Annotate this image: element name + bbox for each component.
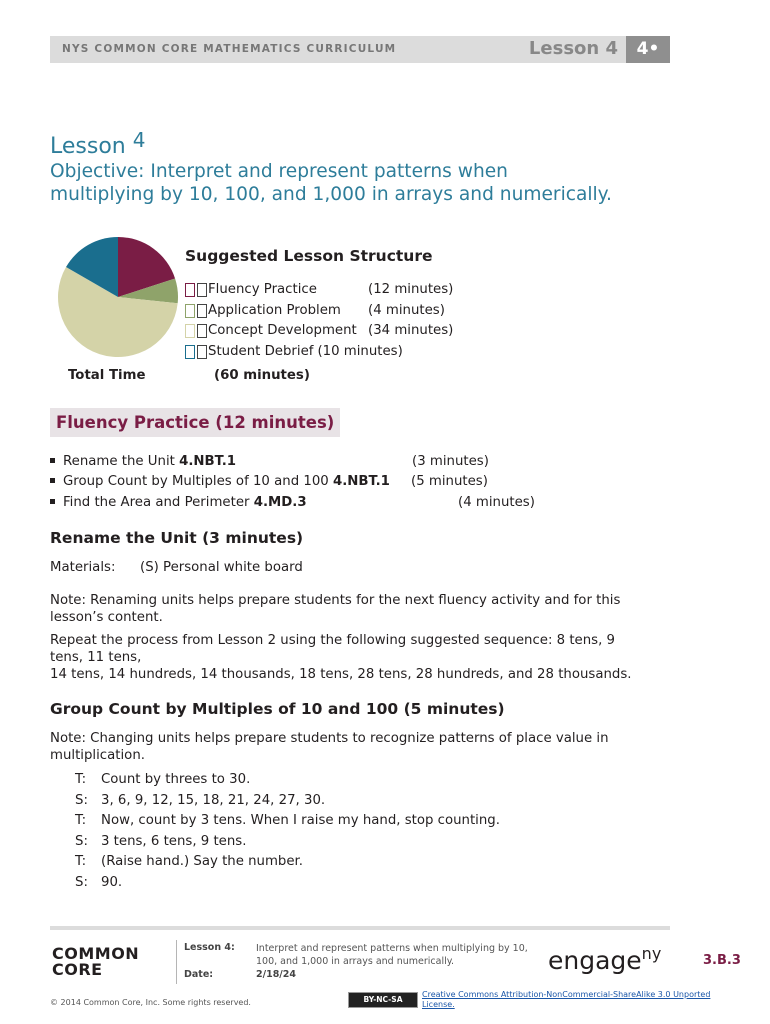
- fluency-bullet: [50, 454, 236, 469]
- structure-item-time: (4 minutes): [368, 303, 445, 318]
- rename-note-line-2: lesson’s content.: [50, 610, 163, 625]
- fluency-bullet: [50, 474, 390, 489]
- rename-note: [50, 592, 670, 626]
- curriculum-title: NYS COMMON CORE MATHEMATICS CURRICULUM: [62, 43, 397, 55]
- structure-item-name: Concept Development: [208, 323, 357, 338]
- dialogue-text: 3 tens, 6 tens, 9 tens.: [101, 834, 247, 849]
- structure-item-name: Student Debrief: [208, 344, 314, 359]
- footer-date-label: Date:: [184, 969, 214, 980]
- bullet-icon: [50, 478, 55, 483]
- materials-value: (S) Personal white board: [140, 560, 303, 575]
- rename-sequence-line-1: Repeat the process from Lesson 2 using the following suggested sequence: 8 tens, 9: [50, 633, 615, 648]
- rename-unit-heading: Rename the Unit (3 minutes): [50, 529, 304, 547]
- bullet-time: (5 minutes): [411, 474, 488, 489]
- dialogue-text: 90.: [101, 875, 123, 890]
- structure-item-concept: [185, 323, 453, 338]
- fluency-section-heading: Fluency Practice (12 minutes): [50, 408, 340, 437]
- dialogue-text: Now, count by 3 tens. When I raise my hand, stop counting.: [101, 813, 500, 828]
- structure-item-time: (12 minutes): [368, 282, 454, 297]
- group-count-note: [50, 730, 670, 764]
- banner-lesson-label: Lesson 4: [528, 38, 618, 59]
- license-link-line-2[interactable]: License.: [422, 1000, 455, 1009]
- legend-swatch-icon: [185, 324, 195, 338]
- dialogue-speaker: S:: [75, 875, 88, 890]
- copyright: © 2014 Common Core, Inc. Some rights reserved.: [50, 998, 251, 1007]
- grade-badge: 4•: [626, 36, 670, 63]
- lesson-title: [50, 128, 145, 159]
- objective-line-2: multiplying by 10, 100, and 1,000 in arrays and numerically.: [50, 184, 612, 205]
- structure-item-name: Application Problem: [208, 303, 341, 318]
- dialogue-text: Count by threes to 30.: [101, 772, 251, 787]
- bullet-text: Group Count by Multiples of 10 and 100: [63, 474, 333, 489]
- dialogue-text: 3, 6, 9, 12, 15, 18, 21, 24, 27, 30.: [101, 793, 326, 808]
- legend-swatch-icon: [185, 283, 195, 297]
- objective: [50, 160, 710, 206]
- rename-sequence-line-3: 14 tens, 14 hundreds, 14 thousands, 18 tens, 28 tens, 28 hundreds, and 28 thousands.: [50, 667, 632, 682]
- bullet-standard: 4.MD.3: [253, 495, 307, 510]
- bullet-text: Find the Area and Perimeter: [63, 495, 254, 510]
- license-link[interactable]: [422, 990, 712, 1010]
- footer-description-line-2: 100, and 1,000 in arrays and numerically.: [256, 956, 455, 967]
- rename-sequence-line-2: tens, 11 tens,: [50, 650, 142, 665]
- lesson-structure-pie-chart: [57, 236, 179, 358]
- total-time-label: Total Time: [68, 368, 146, 383]
- lesson-title-word: Lesson: [50, 134, 126, 159]
- group-count-note-line-1: Note: Changing units helps prepare students to recognize patterns of place value in: [50, 731, 609, 746]
- dialogue-speaker: S:: [75, 834, 88, 849]
- header-banner: [50, 36, 670, 63]
- legend-swatch-icon: [185, 345, 195, 359]
- footer-rule: [50, 926, 670, 930]
- dialogue-line: [75, 772, 250, 787]
- placeholder-glyph-icon: [197, 345, 207, 359]
- dialogue-speaker: T:: [75, 813, 87, 828]
- structure-item-application: [185, 303, 445, 318]
- license-link-line-1[interactable]: Creative Commons Attribution-NonCommercial-ShareAlike 3.0 Unported: [422, 990, 711, 999]
- dialogue-line: [75, 793, 325, 808]
- footer-description: [256, 942, 551, 968]
- lesson-title-number: 4: [132, 128, 146, 152]
- group-count-note-line-2: multiplication.: [50, 748, 145, 763]
- rename-sequence: [50, 632, 670, 683]
- dialogue-line: [75, 813, 500, 828]
- engage-word: engage: [548, 946, 642, 975]
- materials-label: Materials:: [50, 560, 116, 575]
- bullet-standard: 4.NBT.1: [179, 454, 237, 469]
- rename-note-line-1: Note: Renaming units helps prepare students for the next fluency activity and for this: [50, 593, 621, 608]
- dialogue-line: [75, 854, 303, 869]
- fluency-bullet: [50, 495, 307, 510]
- group-count-heading: Group Count by Multiples of 10 and 100 (5 minutes): [50, 700, 505, 718]
- total-time-value: (60 minutes): [214, 368, 310, 383]
- bullet-icon: [50, 499, 55, 504]
- page-id: 3.B.3: [703, 953, 741, 968]
- dialogue-text: (Raise hand.) Say the number.: [101, 854, 304, 869]
- structure-heading: Suggested Lesson Structure: [185, 247, 433, 265]
- bullet-time: (4 minutes): [458, 495, 535, 510]
- creative-commons-badge-icon: [348, 992, 418, 1008]
- footer-date: 2/18/24: [256, 969, 296, 980]
- footer-lesson-label: Lesson 4:: [184, 942, 235, 953]
- dialogue-speaker: S:: [75, 793, 88, 808]
- structure-item-fluency: [185, 282, 453, 297]
- cc-badge-text: BY-NC-SA: [363, 995, 403, 1004]
- logo-line-2: CORE: [52, 960, 103, 979]
- legend-swatch-icon: [185, 304, 195, 318]
- placeholder-glyph-icon: [197, 283, 207, 297]
- dialogue-speaker: T:: [75, 772, 87, 787]
- bullet-text: Rename the Unit: [63, 454, 180, 469]
- placeholder-glyph-icon: [197, 304, 207, 318]
- footer-divider: [176, 940, 177, 984]
- objective-line-1: Objective: Interpret and represent patterns when: [50, 161, 508, 182]
- structure-item-debrief: [185, 344, 403, 359]
- dialogue-line: [75, 875, 122, 890]
- bullet-time: (3 minutes): [412, 454, 489, 469]
- bullet-standard: 4.NBT.1: [332, 474, 390, 489]
- structure-item-name: Fluency Practice: [208, 282, 317, 297]
- materials-line: [50, 559, 670, 576]
- footer-description-line-1: Interpret and represent patterns when multiplying by 10,: [256, 943, 528, 954]
- dialogue-line: [75, 834, 246, 849]
- engageny-logo: [548, 944, 661, 975]
- structure-item-time: (10 minutes): [317, 344, 403, 359]
- structure-item-time: (34 minutes): [368, 323, 454, 338]
- logo-line-1: COMMON: [52, 944, 140, 963]
- dialogue-speaker: T:: [75, 854, 87, 869]
- bullet-icon: [50, 458, 55, 463]
- placeholder-glyph-icon: [197, 324, 207, 338]
- common-core-logo: [52, 946, 139, 978]
- engage-ny: ny: [641, 944, 662, 963]
